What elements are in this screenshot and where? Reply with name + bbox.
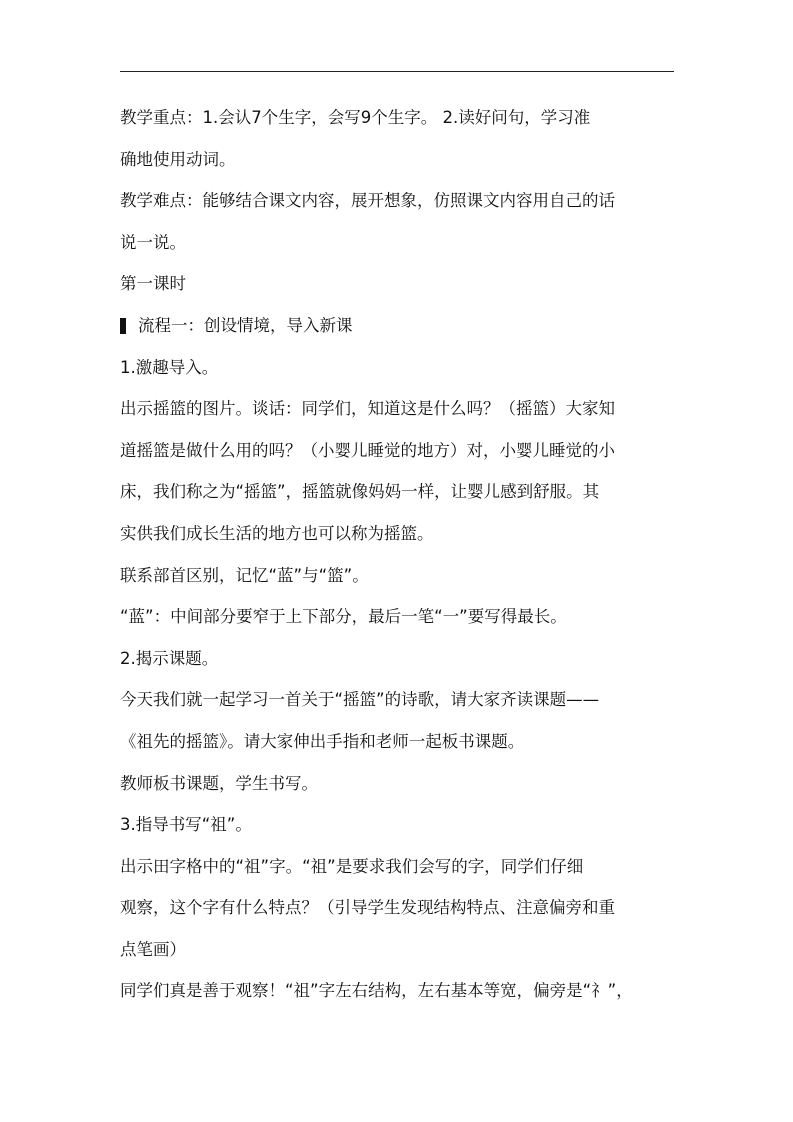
difficulty-line-1: 教学难点：能够结合课文内容，展开想象，仿照课文内容用自己的话 [120, 191, 615, 211]
step-1-line-1: 出示摇篮的图片。谈话：同学们，知道这是什么吗？（摇篮）大家知 [120, 399, 615, 419]
step-1-heading: 1.激趣导入。 [120, 357, 219, 377]
difficulty-line-2: 说一说。 [120, 232, 186, 252]
step-3-heading: 3.指导书写“祖”。 [120, 815, 252, 835]
heading-bar-icon [120, 318, 126, 334]
step-3-line-3: 点笔画） [120, 939, 186, 959]
key-points-line-2: 确地使用动词。 [120, 149, 236, 169]
step-3-line-2: 观察，这个字有什么特点？（引导学生发现结构特点、注意偏旁和重 [120, 898, 615, 918]
flow-heading-text: 流程一：创设情境，导入新课 [138, 315, 353, 335]
step-1-line-4: 实供我们成长生活的地方也可以称为摇篮。 [120, 523, 434, 543]
header-rule [120, 71, 674, 72]
flow-heading [120, 305, 676, 347]
document-body [120, 97, 676, 1012]
key-points-line-1: 教学重点：1.会认7个生字，会写9个生字。 2.读好问句，学习准 [120, 108, 591, 127]
lan-note-line: “蓝”：中间部分要窄于上下部分，最后一笔“一”要写得最长。 [120, 607, 567, 627]
step-3-line-1: 出示田字格中的“祖”字。“祖”是要求我们会写的字，同学们仔细 [120, 856, 584, 876]
step-2-heading: 2.揭示课题。 [120, 648, 219, 668]
step-1-line-3: 床，我们称之为“摇篮”，摇篮就像妈妈一样，让婴儿感到舒服。其 [120, 482, 600, 502]
step-1-line-2: 道摇篮是做什么用的吗？（小婴儿睡觉的地方）对，小婴儿睡觉的小 [120, 440, 615, 460]
lesson-title: 第一课时 [120, 274, 186, 294]
radical-note-line: 联系部首区别，记忆“蓝”与“篮”。 [120, 565, 369, 585]
step-3-line-4: 同学们真是善于观察！“祖”字左右结构，左右基本等宽，偏旁是“礻”， [120, 981, 633, 1001]
step-2-line-3: 教师板书课题，学生书写。 [120, 773, 318, 793]
step-2-line-1: 今天我们就一起学习一首关于“摇篮”的诗歌，请大家齐读课题—— [120, 690, 600, 710]
step-2-line-2: 《祖先的摇篮》。请大家伸出手指和老师一起板书课题。 [120, 731, 525, 751]
